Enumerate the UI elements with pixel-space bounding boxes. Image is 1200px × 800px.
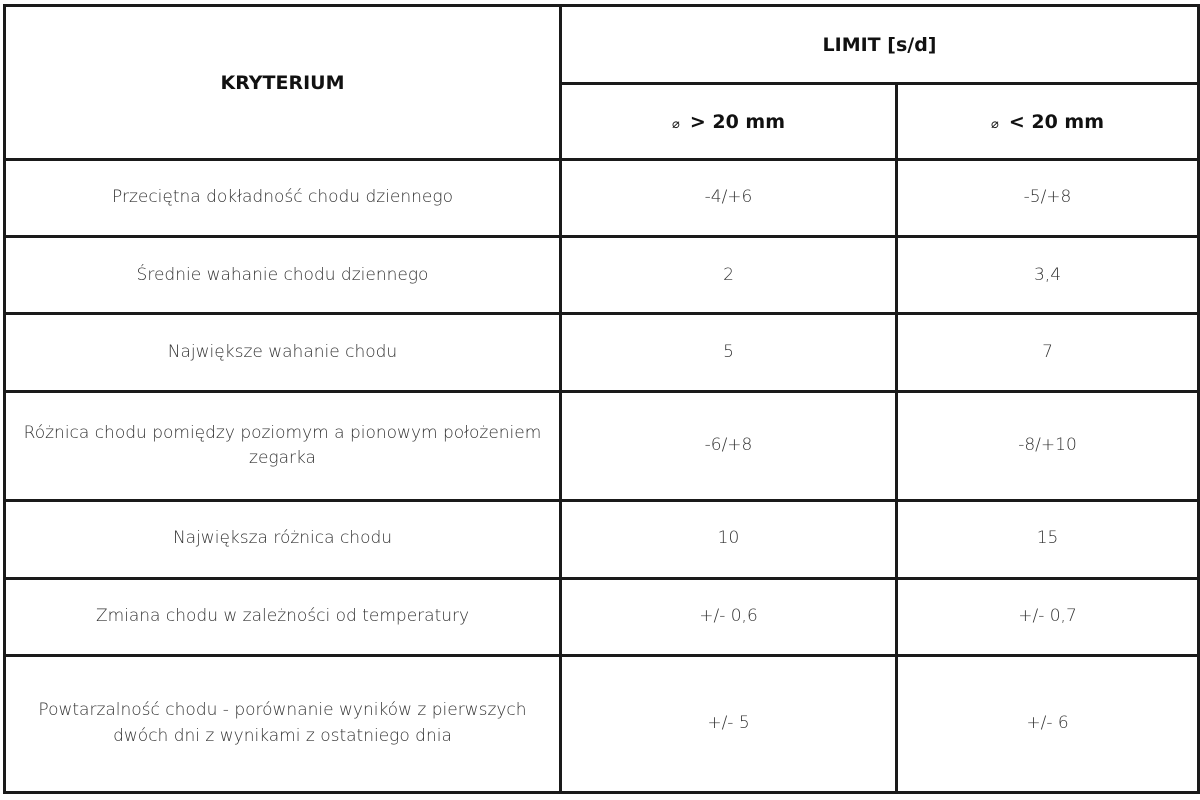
limit-over-20-cell: -4/+6: [561, 160, 897, 237]
watch-accuracy-table: [3, 4, 1200, 794]
limit-under-20-cell: +/- 6: [897, 655, 1199, 792]
limit-over-20-cell: -6/+8: [561, 392, 897, 500]
criterion-cell: Średnie wahanie chodu dziennego: [5, 237, 561, 314]
limit-under-20-cell: -5/+8: [897, 160, 1199, 237]
limit-over-20-cell: 10: [561, 500, 897, 578]
table-row: [5, 314, 1199, 392]
limit-over-20-cell: +/- 0,6: [561, 578, 897, 655]
diameter-under-20-label: < 20 mm: [1008, 110, 1105, 133]
diameter-over-20-header: [561, 84, 897, 160]
diameter-icon: ⌀: [671, 116, 680, 132]
criterion-cell: Przeciętna dokładność chodu dziennego: [5, 160, 561, 237]
table-header-row: [5, 6, 1199, 84]
limit-under-20-cell: +/- 0,7: [897, 578, 1199, 655]
criterion-cell: Zmiana chodu w zależności od temperatury: [5, 578, 561, 655]
table-row: [5, 392, 1199, 500]
limit-under-20-cell: 7: [897, 314, 1199, 392]
limit-over-20-cell: 2: [561, 237, 897, 314]
limit-header: LIMIT [s/d]: [561, 6, 1199, 84]
limit-under-20-cell: 3,4: [897, 237, 1199, 314]
limit-under-20-cell: 15: [897, 500, 1199, 578]
table-row: [5, 655, 1199, 792]
table-row: [5, 578, 1199, 655]
diameter-icon: ⌀: [991, 116, 999, 132]
criterion-cell: Powtarzalność chodu - porównanie wyników z pierwszych dwóch dni z wynikami z ostatniego dnia: [5, 655, 561, 792]
table-row: [5, 237, 1199, 314]
table-row: [5, 500, 1199, 578]
limit-over-20-cell: +/- 5: [561, 655, 897, 792]
spec-table-container: [3, 4, 1197, 794]
criterion-cell: Różnica chodu pomiędzy poziomym a pionowym położeniem zegarka: [5, 392, 561, 500]
diameter-over-20-label: > 20 mm: [689, 110, 785, 133]
diameter-under-20-header: [897, 84, 1199, 160]
limit-over-20-cell: 5: [561, 314, 897, 392]
limit-under-20-cell: -8/+10: [897, 392, 1199, 500]
criterion-cell: Największa różnica chodu: [5, 500, 561, 578]
criterion-header: KRYTERIUM: [5, 6, 561, 160]
table-row: [5, 160, 1199, 237]
criterion-cell: Największe wahanie chodu: [5, 314, 561, 392]
